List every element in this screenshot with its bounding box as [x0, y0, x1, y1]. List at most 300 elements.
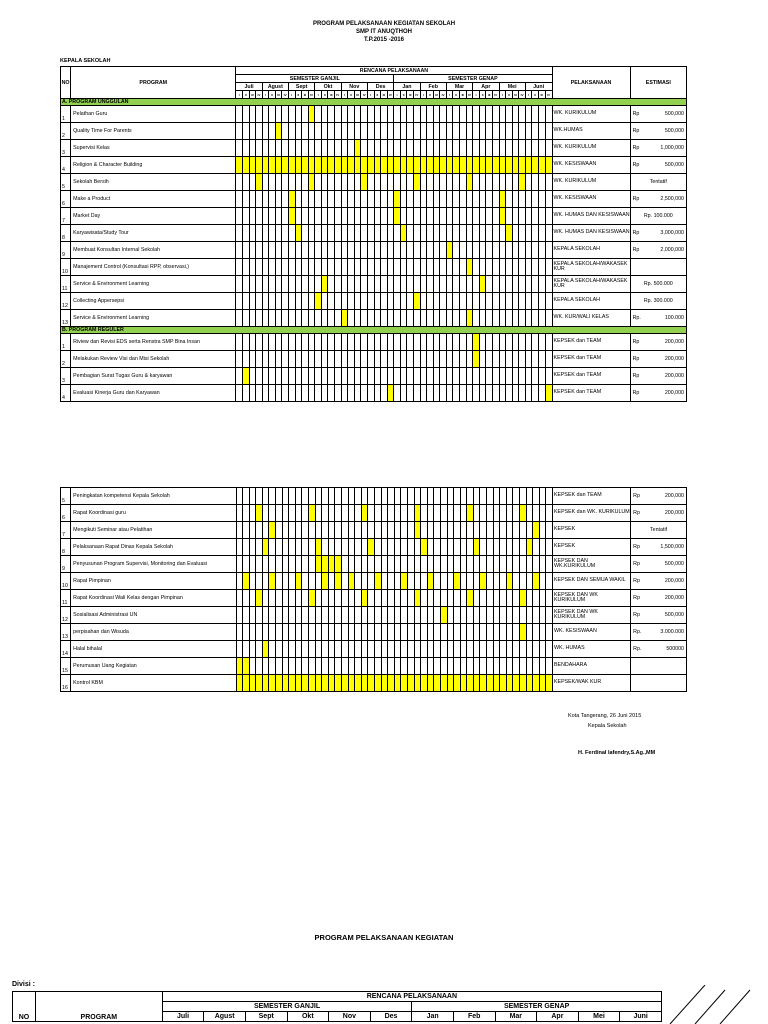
- week-cell: [400, 174, 407, 191]
- currency-label: Rp: [633, 493, 640, 499]
- week-cell: [545, 191, 552, 208]
- estimasi-amount: 200,000: [664, 373, 684, 379]
- week-cell: [361, 140, 368, 157]
- week-cell: [367, 385, 374, 402]
- week-cell: [282, 276, 289, 293]
- week-cell: [473, 191, 480, 208]
- week-cell: [269, 242, 276, 259]
- week-cell: [480, 590, 487, 607]
- week-cell: [407, 351, 414, 368]
- pelaksana: KEPSEK/WAK KUR: [553, 675, 631, 692]
- estimasi-amount: 3,000,000: [660, 230, 684, 236]
- signature-place-date: Kota Tangerang, 26 Juni 2015: [568, 713, 642, 719]
- week-cell: [355, 641, 362, 658]
- week-cell: [532, 140, 539, 157]
- week-cell: [401, 590, 408, 607]
- week-cell: [407, 140, 414, 157]
- week-cell: [414, 106, 421, 123]
- week-cell: [526, 607, 533, 624]
- week-cell: [367, 242, 374, 259]
- scheduled-week-cell: [525, 157, 532, 174]
- currency-label: Rp.: [632, 315, 641, 321]
- week-cell: [361, 259, 368, 276]
- week-cell: [532, 385, 539, 402]
- month-header: Mei: [499, 83, 525, 91]
- week-cell: [243, 590, 250, 607]
- week-cell: [440, 276, 447, 293]
- week-cell: [492, 174, 499, 191]
- scheduled-week-cell: [374, 573, 381, 590]
- week-cell: [526, 505, 533, 522]
- week-cell: [243, 488, 250, 505]
- week-cell: [466, 368, 473, 385]
- week-header: II: [427, 91, 434, 99]
- week-cell: [526, 556, 533, 573]
- week-cell: [460, 191, 467, 208]
- week-cell: [361, 351, 368, 368]
- week-cell: [538, 259, 545, 276]
- scheduled-week-cell: [289, 191, 296, 208]
- week-cell: [249, 140, 256, 157]
- week-cell: [538, 293, 545, 310]
- week-cell: [401, 607, 408, 624]
- week-cell: [335, 293, 342, 310]
- week-cell: [321, 259, 328, 276]
- week-cell: [525, 191, 532, 208]
- program-name: Collecting Appersepsi: [71, 293, 236, 310]
- week-cell: [407, 310, 414, 327]
- week-cell: [341, 242, 348, 259]
- week-cell: [440, 556, 447, 573]
- week-cell: [256, 208, 263, 225]
- estimasi-amount: 3.000.000: [660, 629, 684, 635]
- week-cell: [407, 276, 414, 293]
- week-cell: [348, 556, 355, 573]
- week-cell: [243, 522, 250, 539]
- estimasi-amount: 500,000: [664, 612, 684, 618]
- week-cell: [309, 573, 316, 590]
- scheduled-week-cell: [282, 675, 289, 692]
- week-cell: [400, 259, 407, 276]
- program-name: Make a Product: [71, 191, 236, 208]
- week-cell: [374, 140, 381, 157]
- scheduled-week-cell: [394, 191, 401, 208]
- week-cell: [302, 590, 309, 607]
- week-cell: [289, 624, 296, 641]
- program-name: Rapat Koordinasi Wali Kelas dengan Pimpinan: [71, 590, 236, 607]
- row-number: 11: [61, 590, 71, 607]
- week-cell: [388, 556, 395, 573]
- week-cell: [414, 539, 421, 556]
- week-cell: [466, 140, 473, 157]
- week-cell: [433, 385, 440, 402]
- week-cell: [348, 225, 355, 242]
- week-cell: [420, 368, 427, 385]
- week-cell: [374, 208, 381, 225]
- scheduled-week-cell: [308, 157, 315, 174]
- week-header: III: [538, 91, 545, 99]
- week-cell: [546, 590, 553, 607]
- col-program-header: PROGRAM: [71, 67, 236, 99]
- week-cell: [440, 573, 447, 590]
- estimasi-cell: [631, 590, 687, 607]
- week-cell: [342, 488, 349, 505]
- week-cell: [545, 174, 552, 191]
- week-cell: [269, 505, 276, 522]
- week-cell: [361, 225, 368, 242]
- week-cell: [532, 208, 539, 225]
- week-cell: [295, 310, 302, 327]
- estimasi-amount: 200,000: [664, 493, 684, 499]
- week-cell: [322, 522, 329, 539]
- week-cell: [269, 607, 276, 624]
- week-cell: [493, 556, 500, 573]
- week-cell: [341, 140, 348, 157]
- week-cell: [467, 522, 474, 539]
- scheduled-week-cell: [295, 225, 302, 242]
- week-cell: [249, 259, 256, 276]
- p2-month-header: Nov: [329, 1012, 371, 1022]
- week-cell: [348, 385, 355, 402]
- scheduled-week-cell: [295, 573, 302, 590]
- week-cell: [315, 368, 322, 385]
- week-cell: [421, 641, 428, 658]
- week-cell: [361, 191, 368, 208]
- week-cell: [388, 522, 395, 539]
- week-cell: [361, 488, 368, 505]
- pelaksana: KEPSEK dan TEAM: [552, 368, 630, 385]
- program-name: Pelaksanaan Rapat Dinas Kepala Sekolah: [71, 539, 236, 556]
- week-cell: [533, 488, 540, 505]
- estimasi-text: Tentatif: [650, 527, 668, 533]
- currency-label: Rp: [632, 356, 640, 362]
- week-cell: [262, 259, 269, 276]
- pelaksana: KEPALA SEKOLAH/WAKASEK KUR: [552, 259, 630, 276]
- week-header: III: [460, 91, 467, 99]
- scheduled-week-cell: [466, 310, 473, 327]
- week-cell: [348, 140, 355, 157]
- week-cell: [348, 505, 355, 522]
- week-cell: [348, 624, 355, 641]
- week-cell: [269, 385, 276, 402]
- week-cell: [506, 208, 513, 225]
- week-cell: [532, 293, 539, 310]
- week-cell: [381, 385, 388, 402]
- week-cell: [348, 259, 355, 276]
- week-cell: [348, 293, 355, 310]
- week-cell: [506, 556, 513, 573]
- week-cell: [341, 293, 348, 310]
- scheduled-week-cell: [321, 276, 328, 293]
- week-cell: [420, 351, 427, 368]
- row-number: 6: [61, 505, 71, 522]
- estimasi-amount: 500,000: [664, 111, 684, 117]
- week-cell: [460, 385, 467, 402]
- week-cell: [275, 174, 282, 191]
- row-number: 2: [61, 351, 71, 368]
- week-cell: [308, 310, 315, 327]
- week-cell: [513, 556, 520, 573]
- scheduled-week-cell: [427, 157, 434, 174]
- week-cell: [401, 658, 408, 675]
- estimasi-cell: [631, 641, 687, 658]
- week-cell: [454, 556, 461, 573]
- col-pelaksanaan-header: PELAKSANAAN: [552, 67, 630, 99]
- week-cell: [256, 259, 263, 276]
- week-cell: [309, 539, 316, 556]
- pelaksana: BENDAHARA: [553, 658, 631, 675]
- week-cell: [453, 351, 460, 368]
- week-cell: [506, 505, 513, 522]
- week-cell: [275, 208, 282, 225]
- week-cell: [374, 522, 381, 539]
- week-cell: [276, 488, 283, 505]
- week-cell: [433, 191, 440, 208]
- week-cell: [512, 334, 519, 351]
- week-cell: [479, 191, 486, 208]
- week-cell: [308, 242, 315, 259]
- week-cell: [440, 140, 447, 157]
- week-cell: [295, 522, 302, 539]
- week-cell: [538, 208, 545, 225]
- week-cell: [506, 123, 513, 140]
- week-cell: [308, 191, 315, 208]
- week-cell: [473, 641, 480, 658]
- week-cell: [519, 123, 526, 140]
- week-cell: [460, 242, 467, 259]
- week-cell: [355, 505, 362, 522]
- week-cell: [492, 293, 499, 310]
- week-header: II: [374, 91, 381, 99]
- week-cell: [479, 385, 486, 402]
- week-cell: [242, 242, 249, 259]
- week-cell: [519, 310, 526, 327]
- program-name: Peningkatan kompetensi Kepala Sekolah: [71, 488, 236, 505]
- week-cell: [262, 334, 269, 351]
- week-cell: [387, 242, 394, 259]
- page2-divisi: Divisi :: [12, 981, 35, 988]
- week-cell: [282, 106, 289, 123]
- week-cell: [440, 259, 447, 276]
- week-cell: [348, 539, 355, 556]
- week-cell: [388, 573, 395, 590]
- program-name: Manajement Control (Konsultasi RPP, observasi,): [71, 259, 236, 276]
- week-cell: [512, 385, 519, 402]
- week-cell: [275, 368, 282, 385]
- week-cell: [269, 368, 276, 385]
- section-header: B. PROGRAM REGULER: [61, 327, 687, 334]
- table-row: [61, 174, 687, 191]
- week-cell: [538, 368, 545, 385]
- currency-label: Rp: [632, 373, 640, 379]
- week-cell: [434, 573, 441, 590]
- week-cell: [486, 174, 493, 191]
- p2-program-header: PROGRAM: [35, 992, 162, 1022]
- week-cell: [394, 573, 401, 590]
- week-cell: [492, 368, 499, 385]
- week-cell: [275, 140, 282, 157]
- week-cell: [407, 556, 414, 573]
- week-cell: [289, 385, 296, 402]
- scheduled-week-cell: [394, 208, 401, 225]
- week-cell: [276, 573, 283, 590]
- week-cell: [394, 293, 401, 310]
- week-cell: [532, 174, 539, 191]
- week-cell: [414, 385, 421, 402]
- estimasi-cell: [631, 675, 687, 692]
- week-cell: [427, 505, 434, 522]
- pelaksana: WK. KURIKULUM: [552, 140, 630, 157]
- week-cell: [243, 539, 250, 556]
- week-cell: [446, 385, 453, 402]
- week-cell: [546, 607, 553, 624]
- week-cell: [414, 310, 421, 327]
- week-cell: [269, 351, 276, 368]
- week-cell: [500, 624, 507, 641]
- week-cell: [460, 293, 467, 310]
- week-cell: [394, 106, 401, 123]
- week-cell: [249, 607, 256, 624]
- week-cell: [473, 522, 480, 539]
- scheduled-week-cell: [533, 522, 540, 539]
- week-cell: [387, 276, 394, 293]
- week-header: I: [315, 91, 322, 99]
- week-cell: [295, 385, 302, 402]
- week-cell: [427, 310, 434, 327]
- week-cell: [539, 522, 546, 539]
- week-cell: [453, 259, 460, 276]
- program-name: Rapat Pimpinan: [71, 573, 236, 590]
- week-cell: [421, 624, 428, 641]
- week-cell: [256, 106, 263, 123]
- scheduled-week-cell: [322, 573, 329, 590]
- week-cell: [546, 539, 553, 556]
- pelaksana: WK. HUMAS DAN KESISWAAN: [552, 208, 630, 225]
- week-cell: [427, 351, 434, 368]
- week-cell: [249, 539, 256, 556]
- week-cell: [532, 259, 539, 276]
- week-cell: [387, 225, 394, 242]
- week-cell: [480, 522, 487, 539]
- week-cell: [447, 488, 454, 505]
- week-cell: [506, 242, 513, 259]
- scheduled-week-cell: [381, 675, 388, 692]
- week-cell: [539, 658, 546, 675]
- week-cell: [499, 259, 506, 276]
- week-cell: [262, 208, 269, 225]
- pelaksana: KEPALA SEKOLAH: [552, 242, 630, 259]
- week-cell: [367, 140, 374, 157]
- week-cell: [242, 259, 249, 276]
- week-cell: [453, 385, 460, 402]
- week-cell: [242, 174, 249, 191]
- week-cell: [513, 505, 520, 522]
- week-cell: [479, 310, 486, 327]
- week-cell: [506, 607, 513, 624]
- week-cell: [374, 334, 381, 351]
- week-cell: [374, 641, 381, 658]
- week-cell: [269, 310, 276, 327]
- week-cell: [381, 293, 388, 310]
- week-cell: [262, 385, 269, 402]
- week-cell: [512, 140, 519, 157]
- scheduled-week-cell: [315, 293, 322, 310]
- week-cell: [479, 351, 486, 368]
- week-cell: [387, 174, 394, 191]
- week-cell: [480, 607, 487, 624]
- week-cell: [394, 488, 401, 505]
- estimasi-amount: 500,000: [664, 162, 684, 168]
- week-cell: [328, 310, 335, 327]
- scheduled-week-cell: [342, 675, 349, 692]
- week-cell: [538, 310, 545, 327]
- currency-label: Rp: [633, 595, 640, 601]
- week-cell: [262, 590, 269, 607]
- week-cell: [506, 191, 513, 208]
- week-header: III: [354, 91, 361, 99]
- week-cell: [295, 488, 302, 505]
- week-cell: [236, 488, 243, 505]
- week-cell: [289, 106, 296, 123]
- week-cell: [315, 385, 322, 402]
- week-cell: [341, 368, 348, 385]
- week-cell: [308, 293, 315, 310]
- week-cell: [262, 310, 269, 327]
- table-row: [61, 140, 687, 157]
- week-cell: [414, 573, 421, 590]
- week-cell: [486, 259, 493, 276]
- week-cell: [446, 106, 453, 123]
- week-cell: [420, 225, 427, 242]
- week-cell: [321, 174, 328, 191]
- scheduled-week-cell: [256, 174, 263, 191]
- week-cell: [512, 368, 519, 385]
- scheduled-week-cell: [361, 157, 368, 174]
- week-cell: [545, 106, 552, 123]
- week-cell: [328, 539, 335, 556]
- week-cell: [289, 259, 296, 276]
- week-cell: [493, 607, 500, 624]
- week-cell: [532, 276, 539, 293]
- week-cell: [269, 556, 276, 573]
- week-cell: [381, 488, 388, 505]
- week-header: II: [269, 91, 276, 99]
- week-cell: [361, 607, 368, 624]
- week-cell: [427, 174, 434, 191]
- week-cell: [519, 140, 526, 157]
- week-cell: [526, 573, 533, 590]
- scheduled-week-cell: [348, 157, 355, 174]
- week-cell: [546, 522, 553, 539]
- week-cell: [262, 658, 269, 675]
- program-name: Membuat Konsultan Internal Sekolah: [71, 242, 236, 259]
- week-cell: [526, 590, 533, 607]
- week-cell: [545, 208, 552, 225]
- row-number: 3: [61, 368, 71, 385]
- week-cell: [242, 351, 249, 368]
- week-cell: [315, 191, 322, 208]
- week-cell: [335, 351, 342, 368]
- week-cell: [467, 556, 474, 573]
- program-name: Rapat Koordinasi guru: [71, 505, 236, 522]
- week-cell: [361, 368, 368, 385]
- week-cell: [486, 310, 493, 327]
- week-header: II: [479, 91, 486, 99]
- week-cell: [289, 242, 296, 259]
- p2-semester-ganjil: SEMESTER GANJIL: [162, 1002, 412, 1012]
- week-cell: [499, 351, 506, 368]
- row-number: 13: [61, 310, 71, 327]
